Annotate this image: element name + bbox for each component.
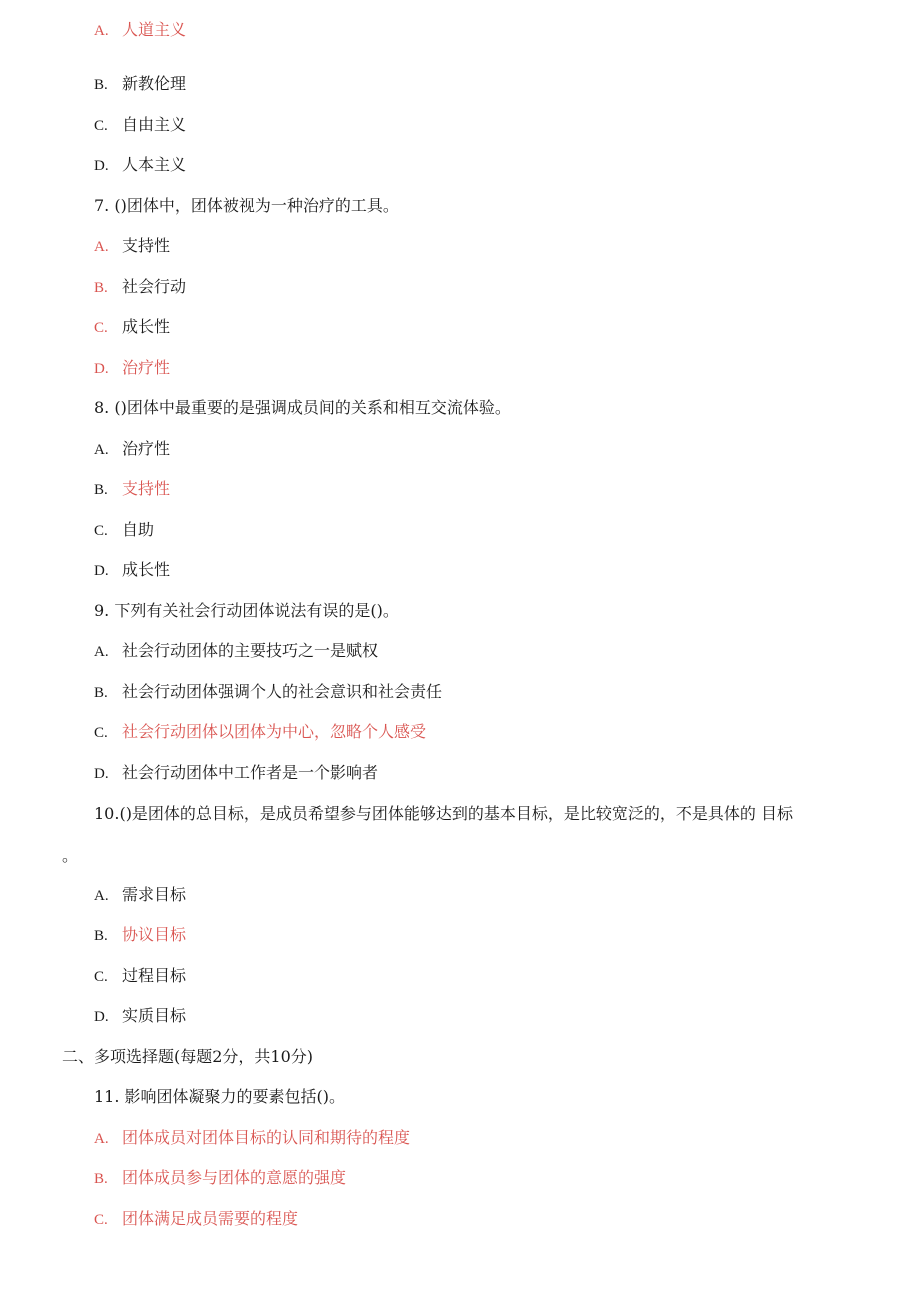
q11-option-a: A. 团体成员对团体目标的认同和期待的程度 [94,1128,411,1147]
q10-option-c: C. 过程目标 [94,966,187,985]
q11-option-c: C. 团体满足成员需要的程度 [94,1209,299,1228]
q7-option-d: D. 治疗性 [94,358,171,377]
q9-option-c: C. 社会行动团体以团体为中心，忽略个人感受 [94,722,427,741]
section-heading-multiple-choice: 二、多项选择题(每题2分，共10分) [62,1047,314,1066]
q9-option-d: D. 社会行动团体中工作者是一个影响者 [94,763,379,782]
q6-option-c: C. 自由主义 [94,115,187,134]
q8-option-d: D. 成长性 [94,560,171,579]
q8-option-b: B. 支持性 [94,479,171,498]
q10-option-d: D. 实质目标 [94,1006,187,1025]
q10-option-a: A. 需求目标 [94,885,187,904]
q11-option-b: B. 团体成员参与团体的意愿的强度 [94,1168,347,1187]
question-11: 11. 影响团体凝聚力的要素包括()。 [94,1087,346,1106]
q6-option-b: B. 新教伦理 [94,74,187,93]
q8-option-c: C. 自助 [94,520,155,539]
q7-option-c: C. 成长性 [94,317,171,336]
q6-option-a: A. 人道主义 [94,20,187,39]
q10-option-b: B. 协议目标 [94,925,187,944]
question-7: 7. ()团体中，团体被视为一种治疗的工具。 [94,196,399,215]
q9-option-a: A. 社会行动团体的主要技巧之一是赋权 [94,641,379,660]
q7-option-a: A. 支持性 [94,236,171,255]
q7-option-b: B. 社会行动 [94,277,187,296]
q6-option-d: D. 人本主义 [94,155,187,174]
q9-option-b: B. 社会行动团体强调个人的社会意识和社会责任 [94,682,443,701]
question-9: 9. 下列有关社会行动团体说法有误的是()。 [94,601,399,620]
question-10: 10.()是团体的总目标，是成员希望参与团体能够达到的基本目标，是比较宽泛的，不是具体的 目标 [94,804,794,823]
question-8: 8. ()团体中最重要的是强调成员间的关系和相互交流体验。 [94,398,511,417]
question-10-continuation: 。 [62,846,79,865]
q8-option-a: A. 治疗性 [94,439,171,458]
